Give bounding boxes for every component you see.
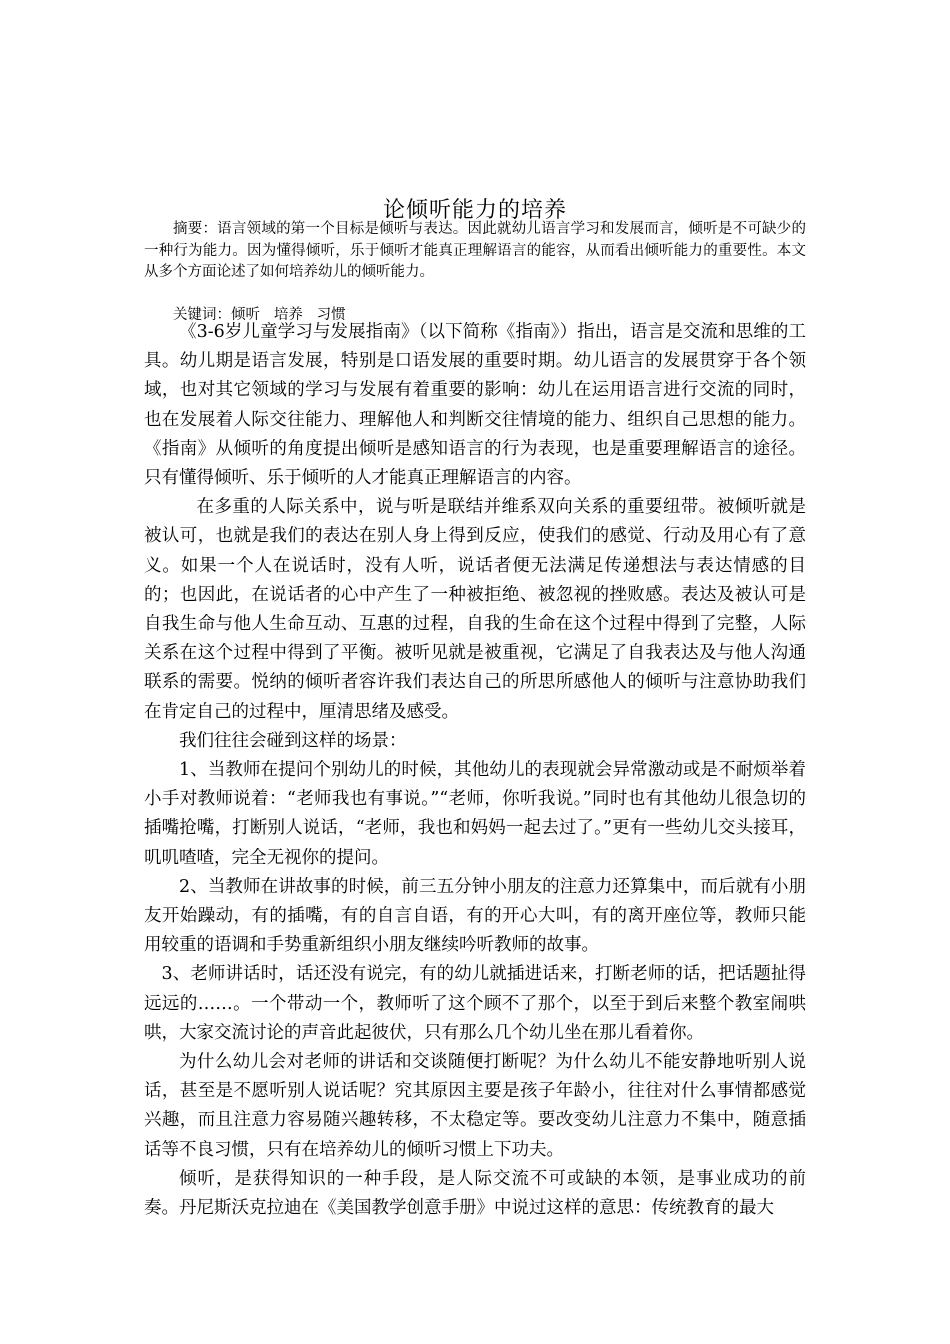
body-paragraph: 《3-6岁儿童学习与发展指南》（以下简称《指南》）指出，语言是交流和思维的工具。幼儿期是语言发展，特别是口语发展的重要时期。幼儿语言的发展贯穿于各个领域，也对其它领域的学习与发展有着重要的影响：幼儿在运用语言进行交流的同时，也在发展着人际交往能力、理解他人和判断交往情境的能力、组织自己思想的能力。《指南》从倾听的角度提出倾听是感知语言的行为表现，也是重要理解语言的途径。只有懂得倾听、乐于倾听的人才能真正理解语言的内容。 (144, 322, 806, 489)
abstract-paragraph: 摘要：语言领域的第一个目标是倾听与表达。因此就幼儿语言学习和发展而言，倾听是不可缺少的一种行为能力。因为懂得倾听，乐于倾听才能真正理解语言的能容，从而看出倾听能力的重要性。本文从多个方面论述了如何培养幼儿的倾听能力。 (144, 221, 806, 280)
keywords-line: 关键词：倾听 培养 习惯 (173, 307, 346, 323)
body-paragraph: 3、老师讲话时，话还没有说完，有的幼儿就插进话来，打断老师的话，把话题扯得远远的……。一个带动一个，教师听了这个顾不了那个，以至于到后来整个教室闹哄哄，大家交流讨论的声音此起彼伏，只有那么几个幼儿坐在那儿看着你。 (144, 964, 806, 1043)
body-paragraph: 在多重的人际关系中，说与听是联结并维系双向关系的重要纽带。被倾听就是被认可，也就是我们的表达在别人身上得到反应，使我们的感觉、行动及用心有了意义。如果一个人在说话时，没有人听，说话者便无法满足传递想法与表达情感的目的；也因此，在说话者的心中产生了一种被拒绝、被忽视的挫败感。表达及被认可是自我生命与他人生命互动、互惠的过程，自我的生命在这个过程中得到了完整，人际关系在这个过程中得到了平衡。被听见就是被重视，它满足了自我表达及与他人沟通联系的需要。悦纳的倾听者容许我们表达自己的所思所感他人的倾听与注意协助我们在肯定自己的过程中，厘清思绪及感受。 (144, 497, 806, 722)
body-paragraph: 倾听，是获得知识的一种手段，是人际交流不可或缺的本领，是事业成功的前奏。丹尼斯沃克拉迪在《美国教学创意手册》中说过这样的意思：传统教育的最大 (144, 1168, 806, 1219)
document-body (144, 318, 806, 1223)
body-paragraph: 为什么幼儿会对老师的讲话和交谈随便打断呢？为什么幼儿不能安静地听别人说话，甚至是不愿听别人说话呢？究其原因主要是孩子年龄小，往往对什么事情都感觉兴趣，而且注意力容易随兴趣转移，不太稳定等。要改变幼儿注意力不集中，随意插话等不良习惯，只有在培养幼儿的倾听习惯上下功夫。 (144, 1052, 806, 1160)
document-title: 论倾听能力的培养 (382, 198, 567, 223)
body-paragraph: 2、当教师在讲故事的时候，前三五分钟小朋友的注意力还算集中，而后就有小朋友开始躁动，有的插嘴，有的自言自语，有的开心大叫，有的离开座位等，教师只能用较重的语调和手势重新组织小朋友继续吟听教师的故事。 (144, 876, 806, 956)
body-paragraph: 1、当教师在提问个别幼儿的时候，其他幼儿的表现就会异常激动或是不耐烦举着小手对教师说着：“老师我也有事说。”“老师，你听我说。”同时也有其他幼儿很急切的插嘴抢嘴，打断别人说话，“老师，我也和妈妈一起去过了。”更有一些幼儿交头接耳，叽叽喳喳，完全无视你的提问。 (144, 760, 806, 868)
body-paragraph: 我们往往会碰到这样的场景： (179, 730, 407, 751)
